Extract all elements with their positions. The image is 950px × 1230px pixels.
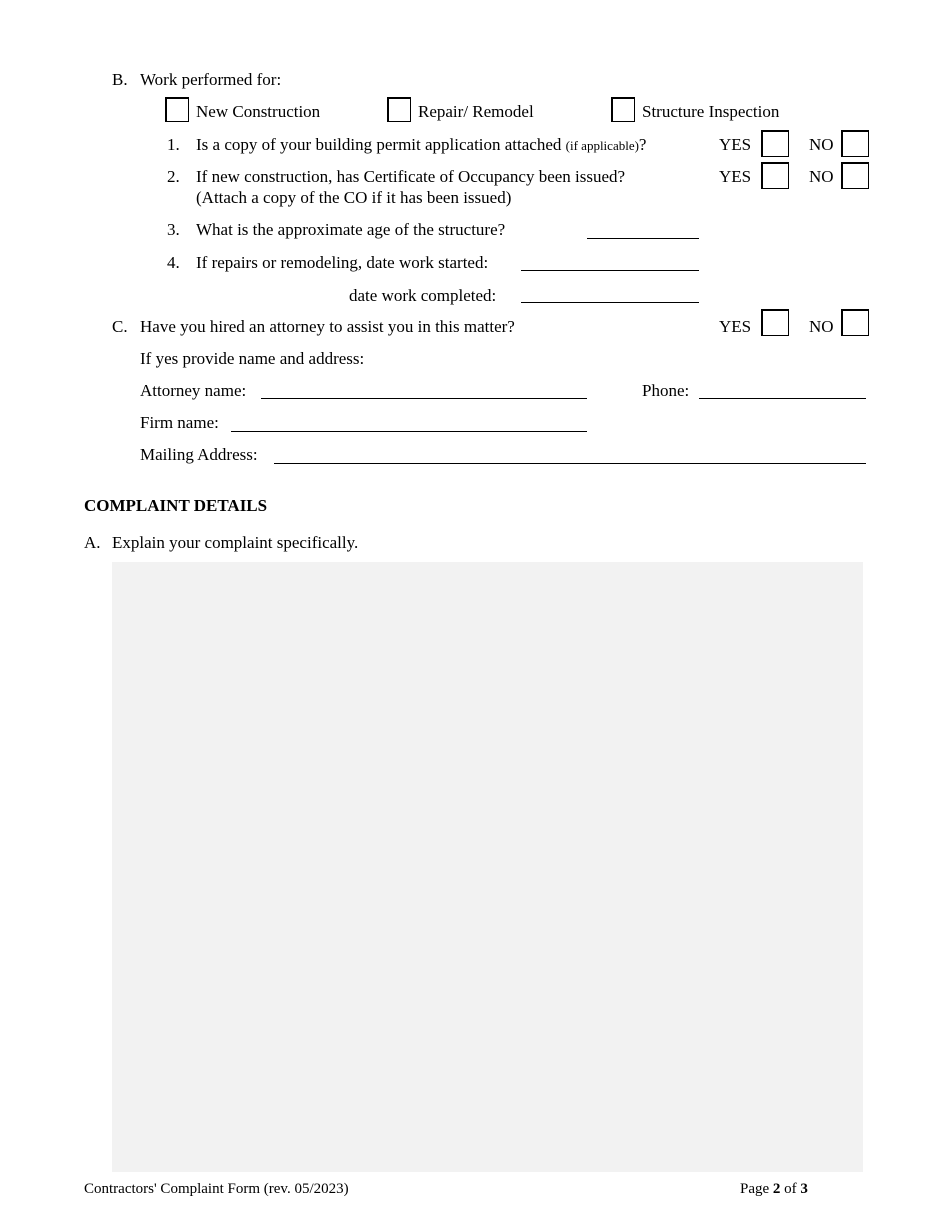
date-started-field[interactable] (521, 270, 699, 271)
structure-inspection-label: Structure Inspection (642, 102, 780, 121)
attorney-no-label: NO (809, 317, 834, 336)
footer-form-name: Contractors' Complaint Form (rev. 05/2023) (84, 1181, 349, 1197)
q4-number: 4. (167, 253, 180, 272)
attorney-instruction: If yes provide name and address: (140, 349, 365, 368)
q2-no-checkbox[interactable] (841, 162, 869, 189)
q3-number: 3. (167, 220, 180, 239)
attorney-question: Have you hired an attorney to assist you in this matter? (140, 317, 515, 336)
complaint-details-heading: COMPLAINT DETAILS (84, 496, 268, 515)
complaint-a-text: Explain your complaint specifically. (112, 533, 359, 552)
q2-no-label: NO (809, 167, 834, 186)
new-construction-label: New Construction (196, 102, 321, 121)
q2-text-note: (Attach a copy of the CO if it has been issued) (196, 188, 512, 207)
footer-page-number: Page 2 of 3 (740, 1181, 808, 1197)
mailing-address-label: Mailing Address: (140, 445, 258, 464)
repair-remodel-label: Repair/ Remodel (418, 102, 534, 121)
q1-no-checkbox[interactable] (841, 130, 869, 157)
q4-text: If repairs or remodeling, date work started: (196, 253, 489, 272)
section-c-label: C. (112, 317, 128, 336)
phone-field[interactable] (699, 398, 866, 399)
attorney-name-field[interactable] (261, 398, 587, 399)
q3-text: What is the approximate age of the structure? (196, 220, 506, 239)
q1-no-label: NO (809, 135, 834, 154)
firm-name-label: Firm name: (140, 413, 219, 432)
firm-name-field[interactable] (231, 431, 587, 432)
q1-number: 1. (167, 135, 180, 154)
attorney-name-label: Attorney name: (140, 381, 247, 400)
q2-text: If new construction, has Certificate of Occupancy been issued? (196, 167, 626, 186)
section-b-label: B. (112, 70, 128, 89)
complaint-a-label: A. (84, 533, 101, 552)
q1-yes-label: YES (719, 135, 752, 154)
new-construction-checkbox[interactable] (165, 97, 189, 122)
structure-age-field[interactable] (587, 238, 699, 239)
q2-yes-checkbox[interactable] (761, 162, 789, 189)
q2-number: 2. (167, 167, 180, 186)
structure-inspection-checkbox[interactable] (611, 97, 635, 122)
section-b-title: Work performed for: (140, 70, 282, 89)
attorney-yes-label: YES (719, 317, 752, 336)
q1-text: Is a copy of your building permit application attached (if applicable)? (196, 135, 647, 154)
attorney-no-checkbox[interactable] (841, 309, 869, 336)
repair-remodel-checkbox[interactable] (387, 97, 411, 122)
date-completed-field[interactable] (521, 302, 699, 303)
complaint-text-area[interactable] (112, 562, 863, 1172)
attorney-yes-checkbox[interactable] (761, 309, 789, 336)
q1-yes-checkbox[interactable] (761, 130, 789, 157)
phone-label: Phone: (642, 381, 690, 400)
date-completed-label: date work completed: (349, 286, 497, 305)
mailing-address-field[interactable] (274, 463, 866, 464)
q2-yes-label: YES (719, 167, 752, 186)
